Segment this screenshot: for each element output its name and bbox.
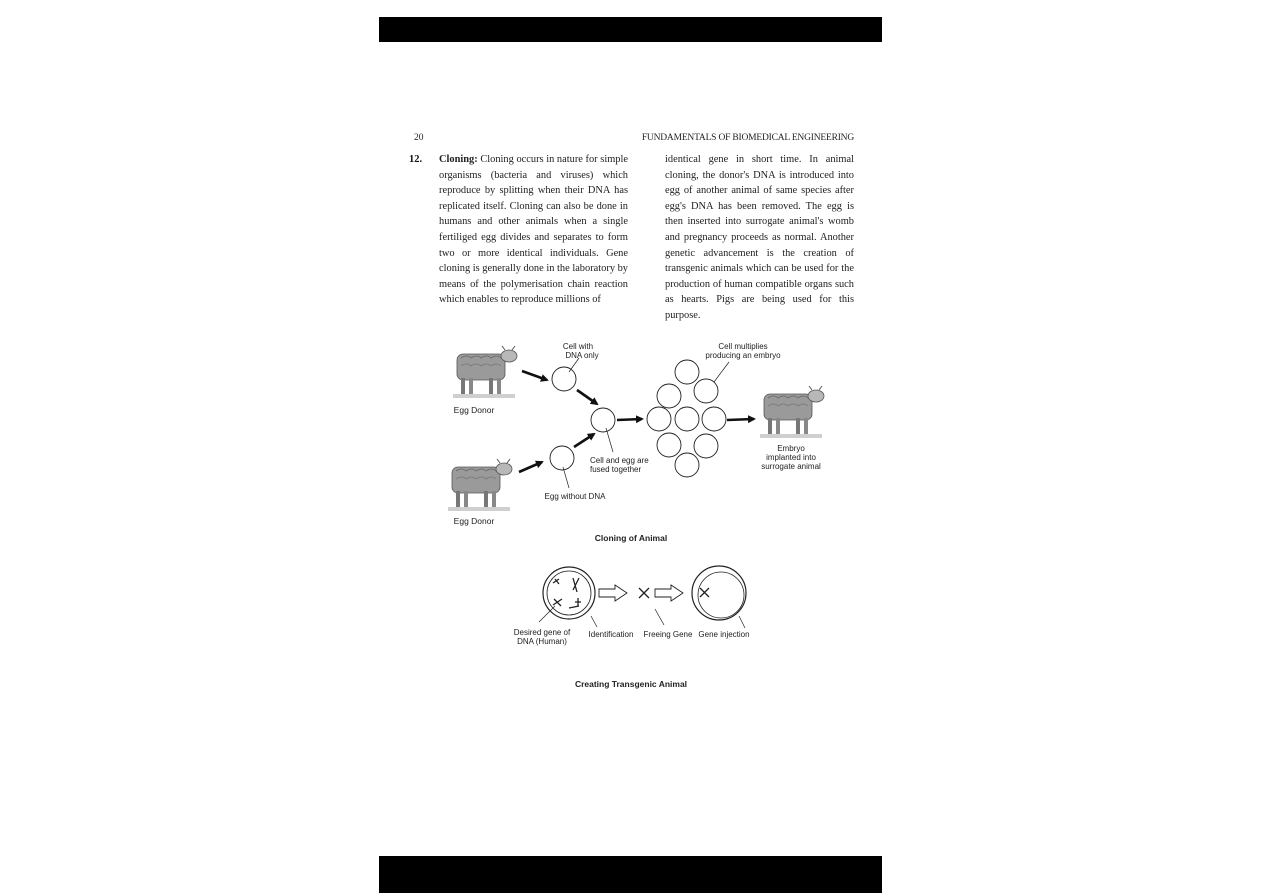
- label-desired-gene-1: Desired gene of: [513, 628, 571, 637]
- injected-gene: [700, 588, 709, 597]
- item-lead: Cloning:: [439, 154, 478, 165]
- animal-cell-outer: [692, 566, 746, 620]
- left-column-text: Cloning occurs in nature for simple organisms (bacteria and viruses) which reproduce by splitting when their DNA has replicated itself. Cloning can also be done in humans and other animals when a single fertiliged egg divides and separates to form two or more identical individuals. Gene cloning is generally done in the laboratory by means of the polymerisation chain reaction which enables to reproduce millions of: [439, 154, 628, 306]
- freed-gene: [639, 588, 649, 598]
- embryo-cluster: [647, 360, 726, 477]
- book-page: [379, 42, 882, 856]
- label-fused-1: Cell and egg are: [590, 456, 649, 465]
- top-black-bar: [379, 17, 882, 42]
- sheep-donor-top: [453, 346, 517, 398]
- label-cell-with-dna-2: DNA only: [565, 351, 599, 360]
- hollow-arrow-2: [655, 585, 683, 601]
- transgenic-diagram: [514, 566, 750, 689]
- label-cell-with-dna-1: Cell with: [562, 342, 594, 351]
- label-egg-donor-bottom: Egg Donor: [453, 516, 495, 526]
- leader-lines: [563, 358, 729, 488]
- label-embryo-3: surrogate animal: [761, 462, 821, 471]
- running-header-title: FUNDAMENTALS OF BIOMEDICAL ENGINEERING: [641, 133, 854, 143]
- human-cell-outer: [543, 567, 595, 619]
- hollow-arrow-1: [599, 585, 627, 601]
- bottom-black-bar: [379, 856, 882, 893]
- fused-cell: [591, 408, 615, 432]
- label-cell-multiplies-1: Cell multiplies: [718, 342, 768, 351]
- caption-transgenic: Creating Transgenic Animal: [574, 679, 688, 689]
- label-gene-injection: Gene injection: [698, 630, 750, 639]
- human-cell-inner: [547, 571, 591, 615]
- label-fused-2: fused together: [590, 465, 642, 474]
- label-embryo-1: Embryo: [777, 444, 805, 453]
- sheep-surrogate: [760, 386, 824, 438]
- label-freeing-gene: Freeing Gene: [643, 630, 693, 639]
- text-column-right: identical gene in short time. In animal cloning, the donor's DNA is introduced into egg of another animal of same species after egg's DNA has been removed. The egg is then inserted into surrogate animal's womb and pregnancy proceeds as normal. Another genetic advancement is the creation of transgenic animals which can be used for the production of human compatible organs such as hearts. Pigs are being used for this purpose.: [665, 154, 854, 321]
- label-desired-gene-2: DNA (Human): [517, 637, 567, 646]
- animal-cell-inner: [698, 572, 744, 618]
- egg-without-dna: [550, 446, 574, 470]
- label-embryo-2: implanted into: [766, 453, 816, 462]
- caption-cloning: Cloning of Animal: [594, 533, 668, 543]
- cloning-diagram: [448, 342, 824, 543]
- label-egg-without-dna: Egg without DNA: [544, 492, 606, 501]
- page-number: 20: [414, 133, 424, 143]
- label-egg-donor-top: Egg Donor: [453, 405, 495, 415]
- label-cell-multiplies-2: producing an embryo: [705, 351, 781, 360]
- sheep-donor-bottom: [448, 459, 512, 511]
- cell-with-dna: [552, 367, 576, 391]
- figures: [379, 42, 882, 856]
- chromosomes: [553, 578, 581, 608]
- item-number: 12.: [409, 154, 423, 165]
- label-identification: Identification: [588, 630, 634, 639]
